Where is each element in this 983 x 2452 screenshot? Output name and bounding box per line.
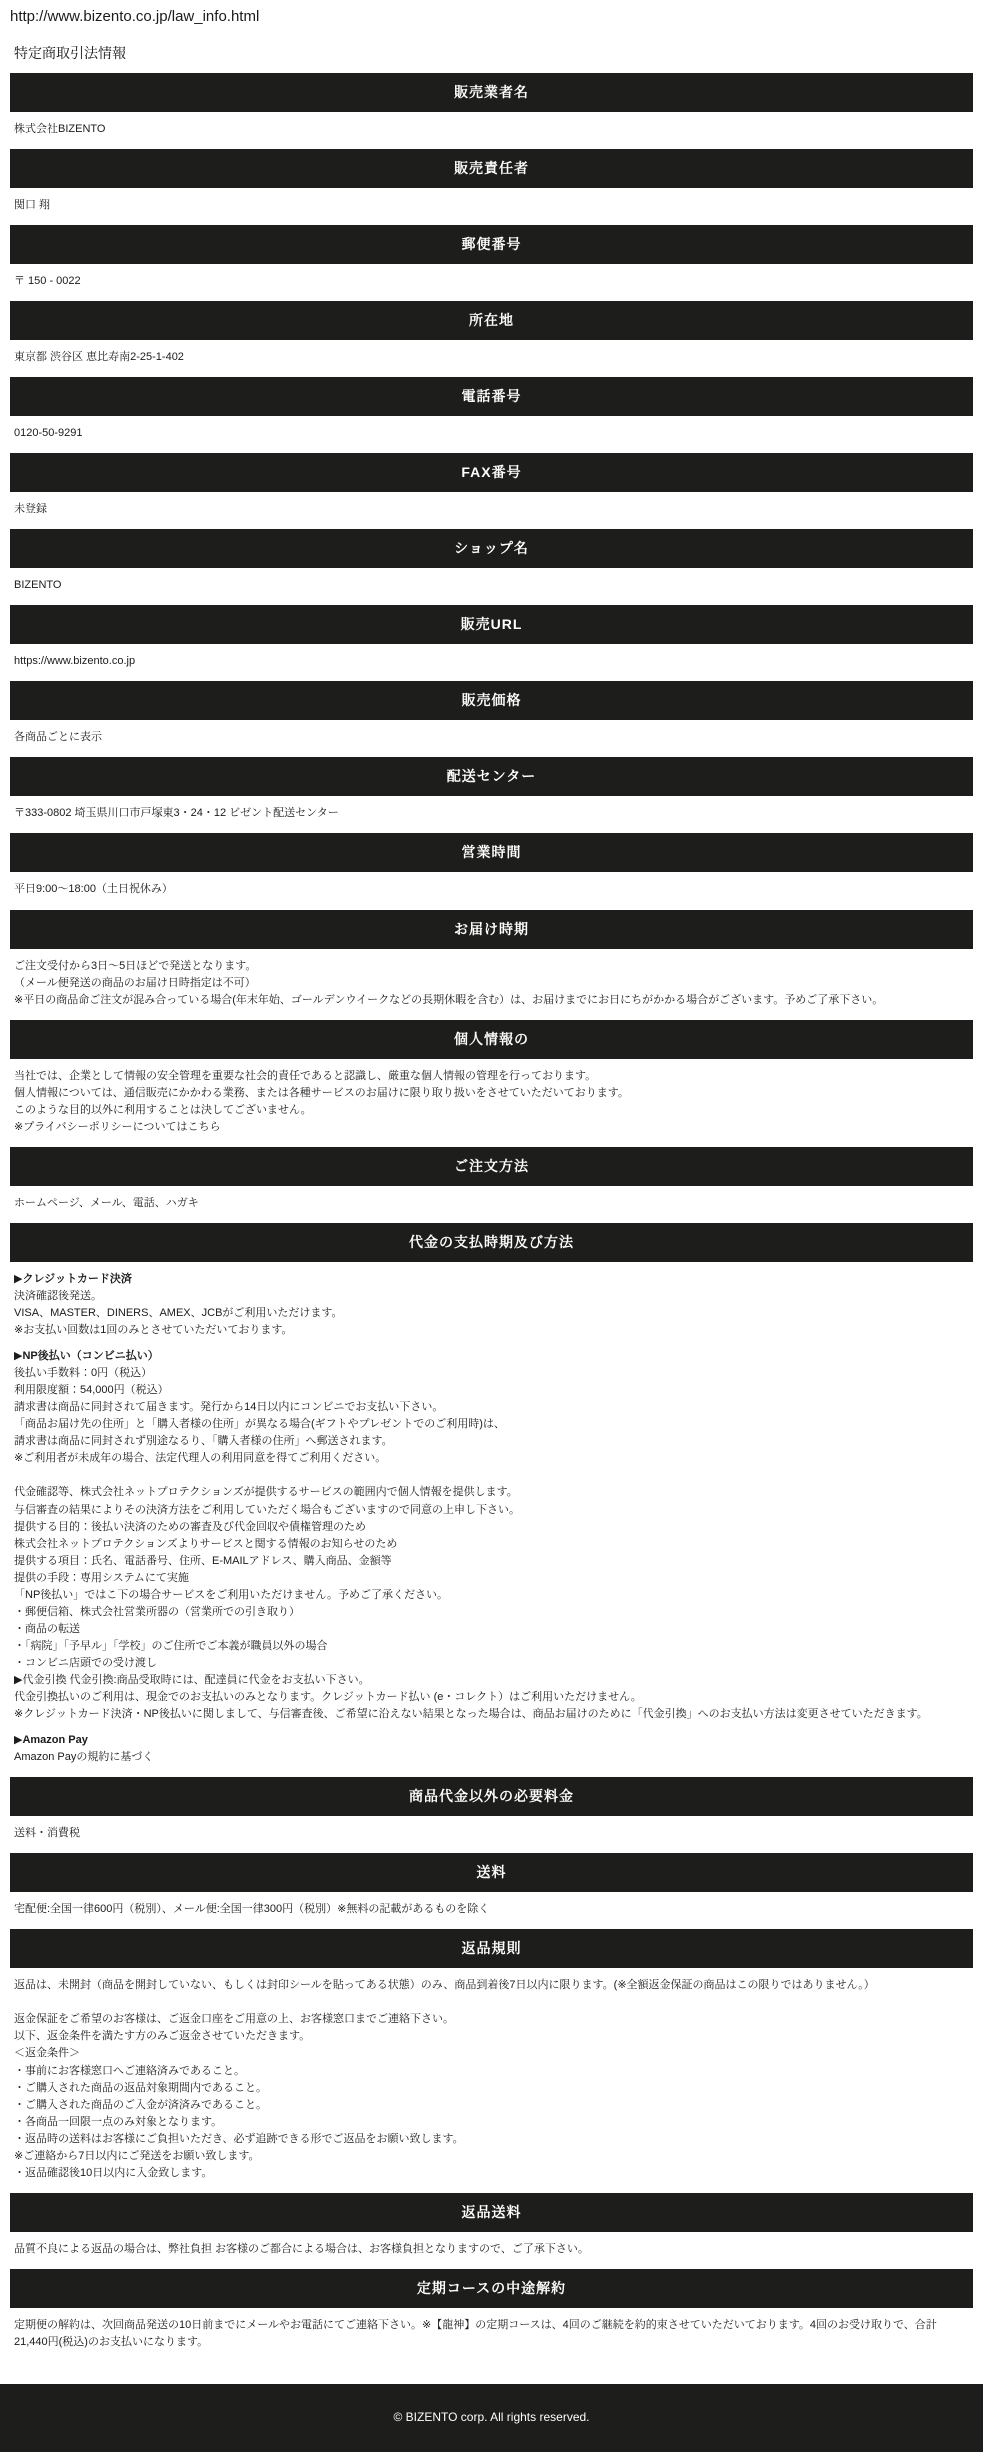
- section-line: 利用限度額：54,000円（税込）: [14, 1384, 169, 1397]
- section-line: ※ご連絡から7日以内にご発送をお願い致します。: [14, 2149, 260, 2162]
- section-line: 関口 翔: [14, 199, 51, 212]
- section-line: 提供する目的：後払い決済のための審査及び代金回収や債権管理のため: [14, 1520, 366, 1533]
- section-line: 代金引換払いのご利用は、現金でのお支払いのみとなります。クレジットカード払い (e・コレクト）はご利用いただけません。: [14, 1691, 642, 1704]
- section-body: [10, 1059, 973, 1147]
- url-text: http://www.bizento.co.jp/law_info.html: [10, 8, 260, 25]
- section-line: 株式会社ネットプロテクションズよりサービスと関する情報のお知らせのため: [14, 1537, 398, 1550]
- section-body: [10, 949, 973, 1020]
- section-line: ※ご利用者が未成年の場合、法定代理人の利用同意を得てご利用ください。: [14, 1452, 387, 1465]
- section-body: [10, 188, 973, 225]
- section-body: [10, 644, 973, 681]
- section-line: 以下、返金条件を満たす方のみご返金させていただきます。: [14, 2030, 311, 2043]
- section-line: 送料・消費税: [14, 1827, 80, 1840]
- section-body: [10, 720, 973, 757]
- section-line: ご注文受付から3日〜5日ほどで発送となります。: [14, 959, 257, 972]
- section-body: [10, 796, 973, 833]
- section-line: 後払い手数料：0円（税込）: [14, 1367, 153, 1380]
- section-body: [10, 2232, 973, 2269]
- section-line: 当社では、企業として情報の安全管理を重要な社会的責任であると認識し、厳重な個人情報の管理を行っております。: [14, 1069, 597, 1082]
- section-line: 東京都 渋谷区 恵比寿南2-25-1-402: [14, 351, 184, 364]
- section-line: 返金保証をご希望のお客様は、ご返金口座をご用意の上、お客様窓口までご連絡下さい。: [14, 2013, 454, 2026]
- section-heading: ショップ名: [10, 529, 973, 568]
- section-line: ＜返金条件＞: [14, 2047, 80, 2060]
- section-heading: 所在地: [10, 301, 973, 340]
- block-lead: ▶Amazon Pay: [14, 1734, 88, 1747]
- section-line: 未登録: [14, 503, 47, 516]
- section-line: ・返品時の送料はお客様にご負担いただき、必ず追跡できる形でご返品をお願い致します。: [14, 2132, 464, 2145]
- section-block: [14, 1348, 969, 1723]
- section-heading: 電話番号: [10, 377, 973, 416]
- section-line: 〒333-0802 埼玉県川口市戸塚東3・24・12 ビゼント配送センター: [14, 807, 339, 820]
- section-heading: 代金の支払時期及び方法: [10, 1223, 973, 1262]
- section-line: ・郵便信箱、株式会社営業所器の（営業所での引き取り）: [14, 1605, 300, 1618]
- section-heading: お届け時期: [10, 910, 973, 949]
- section-heading: 販売URL: [10, 605, 973, 644]
- section-body: [10, 492, 973, 529]
- section-line: ※平日の商品命ご注文が混み合っている場合(年末年始、ゴールデンウイークなどの長期休暇を含む）は、お届けまでにお日にちがかかる場合がございます。予めご了承下さい。: [14, 993, 884, 1006]
- section-line: 各商品ごとに表示: [14, 731, 102, 744]
- section-line: 宅配便:全国一律600円（税別）、メール便:全国一律300円（税別）※無料の記載があるものを除く: [14, 1903, 490, 1916]
- section-heading: 定期コースの中途解約: [10, 2269, 973, 2308]
- section-line: ・商品の転送: [14, 1622, 80, 1635]
- section-body: [10, 568, 973, 605]
- section-body: [10, 872, 973, 909]
- browser-url-bar[interactable]: [0, 0, 983, 35]
- section-block: [14, 1271, 969, 1339]
- section-body: [10, 1186, 973, 1223]
- section-heading: 返品規則: [10, 1929, 973, 1968]
- section-line: 提供の手段：専用システムにて実施: [14, 1571, 189, 1584]
- section-line: 請求書は商品に同封されて届きます。発行から14日以内にコンビニでお支払い下さい。: [14, 1401, 444, 1414]
- section-line: 返品は、未開封（商品を開封していない、もしくは封印シールを貼ってある状態）のみ、商品到着後7日以内に限ります。(※全額返金保証の商品はこの限りではありません。）: [14, 1979, 875, 1992]
- section-line: このような目的以外に利用することは決してございません。: [14, 1103, 312, 1116]
- section-line: 「商品お届け先の住所」と「購入者様の住所」が異なる場合(ギフトやプレゼントでのご利用時)は、: [14, 1418, 505, 1431]
- section-line: 決済確認後発送。: [14, 1289, 102, 1302]
- section-line: ※クレジットカード決済・NP後払いに関しまして、与信審査後、ご希望に沿えない結果となった場合は、商品お届けのために「代金引換」へのお支払い方法は変更させていただきます。: [14, 1708, 928, 1721]
- section-line: https://www.bizento.co.jp: [14, 655, 136, 668]
- section-line: 0120-50-9291: [14, 427, 83, 440]
- section-body: [10, 340, 973, 377]
- section-line: 〒 150 - 0022: [14, 275, 81, 288]
- section-heading: FAX番号: [10, 453, 973, 492]
- section-body: [10, 1968, 973, 2193]
- section-body: [10, 2308, 973, 2362]
- section-line: （メール便発送の商品のお届け日時指定は不可）: [14, 976, 256, 989]
- section-line: ・事前にお客様窓口へご連絡済みであること。: [14, 2064, 245, 2077]
- section-line: 個人情報については、通信販売にかかわる業務、または各種サービスのお届けに限り取り扱いをさせていただいております。: [14, 1086, 629, 1099]
- section-line: ホームページ、メール、電話、ハガキ: [14, 1196, 199, 1209]
- section-body: [10, 416, 973, 453]
- section-line: VISA、MASTER、DINERS、AMEX、JCBがご利用いただけます。: [14, 1306, 343, 1319]
- section-line: [14, 1994, 969, 2011]
- section-body: [10, 1262, 973, 1777]
- section-heading: 郵便番号: [10, 225, 973, 264]
- section-line: ▶代金引換 代金引換:商品受取時には、配達員に代金をお支払い下さい。: [14, 1673, 370, 1686]
- section-heading: 個人情報の: [10, 1020, 973, 1059]
- section-heading: 販売業者名: [10, 73, 973, 112]
- sections-container: [10, 73, 973, 2362]
- section-line: [14, 1467, 969, 1484]
- section-line: ・返品確認後10日以内に入金致します。: [14, 2166, 213, 2179]
- block-lead: ▶クレジットカード決済: [14, 1272, 132, 1285]
- section-line: ・ご購入された商品のご入金が済済みであること。: [14, 2098, 267, 2111]
- section-line: 株式会社BIZENTO: [14, 123, 106, 135]
- section-heading: 送料: [10, 1853, 973, 1892]
- section-line: ・「病院」「予早ル」「学校」のご住所でご本義が職員以外の場合: [14, 1639, 328, 1652]
- section-line: ・ご購入された商品の返品対象期間内であること。: [14, 2081, 267, 2094]
- block-lead: ▶NP後払い（コンビニ払い）: [14, 1350, 159, 1363]
- section-line: ・各商品一回限一点のみ対象となります。: [14, 2115, 223, 2128]
- section-line: 平日9:00〜18:00（土日祝休み）: [14, 883, 173, 896]
- section-block: [14, 1732, 969, 1766]
- section-line: ・コンビニ店頭での受け渡し: [14, 1656, 157, 1669]
- section-body: [10, 1816, 973, 1853]
- page-content: [0, 43, 983, 2362]
- section-heading: 商品代金以外の必要料金: [10, 1777, 973, 1816]
- section-line: 提供する項目：氏名、電話番号、住所、E-MAILアドレス、購入商品、金額等: [14, 1554, 392, 1567]
- section-heading: ご注文方法: [10, 1147, 973, 1186]
- section-line: 代金確認等、株式会社ネットプロテクションズが提供するサービスの範囲内で個人情報を提供します。: [14, 1486, 518, 1499]
- section-body: [10, 112, 973, 149]
- section-heading: 販売責任者: [10, 149, 973, 188]
- section-line: ※プライバシーポリシーについてはこちら: [14, 1120, 221, 1133]
- copyright-text: © BIZENTO corp. All rights reserved.: [393, 2410, 590, 2424]
- section-line: 品質不良による返品の場合は、弊社負担 お客様のご都合による場合は、お客様負担となりますので、ご了承下さい。: [14, 2242, 589, 2255]
- section-heading: 販売価格: [10, 681, 973, 720]
- section-line: 「NP後払い」ではこ下の場合サービスをご利用いただけません。予めご了承ください。: [14, 1588, 448, 1601]
- section-heading: 営業時間: [10, 833, 973, 872]
- page-title: 特定商取引法情報: [14, 45, 126, 61]
- section-body: [10, 1892, 973, 1929]
- section-body: [10, 264, 973, 301]
- section-line: 与信審査の結果によりその決済方法をご利用していただく場合もございますので同意の上申し下さい。: [14, 1503, 520, 1516]
- section-heading: 配送センター: [10, 757, 973, 796]
- section-line: Amazon Payの規約に基づく: [14, 1751, 154, 1764]
- section-line: 定期便の解約は、次回商品発送の10日前までにメールやお電話にてご連絡下さい。※【龍神】の定期コースは、4回のご継続を約的束させていただいております。4回のお受け取りで、合計21,440円(税込)のお支払いになります。: [14, 2318, 937, 2348]
- section-line: 請求書は商品に同封されず別途なるり、「購入者様の住所」へ郵送されます。: [14, 1435, 393, 1448]
- section-heading: 返品送料: [10, 2193, 973, 2232]
- section-line: ※お支払い回数は1回のみとさせていただいております。: [14, 1324, 293, 1337]
- section-line: BIZENTO: [14, 579, 62, 592]
- page-footer: [0, 2384, 983, 2452]
